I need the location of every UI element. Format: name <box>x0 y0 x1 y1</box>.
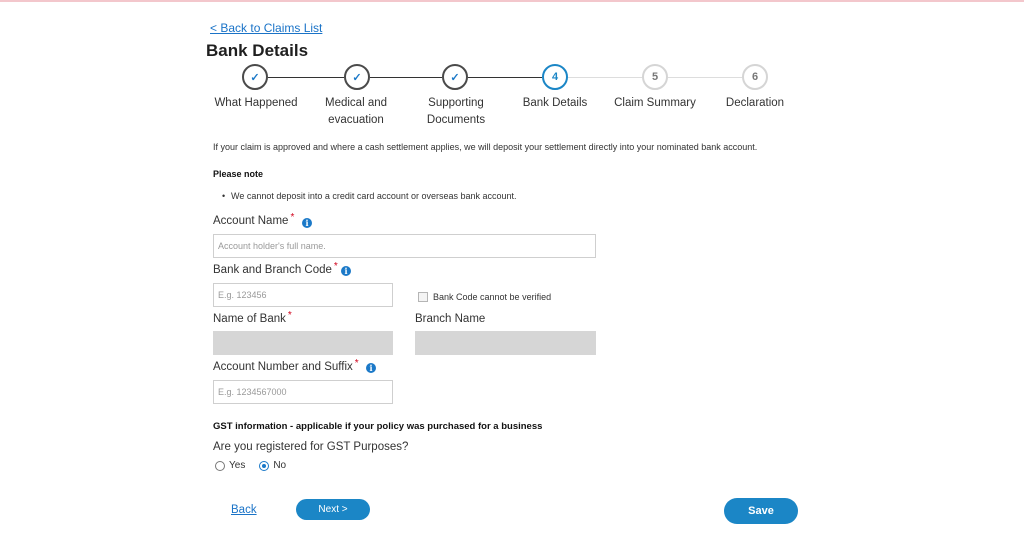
required-marker: * <box>354 358 359 369</box>
back-button[interactable]: Back <box>231 504 257 516</box>
step-1-circle[interactable] <box>242 64 268 90</box>
step-3-circle[interactable] <box>442 64 468 90</box>
step-6-label: Declaration <box>725 97 785 109</box>
next-button[interactable]: Next > <box>296 499 370 520</box>
required-marker: * <box>290 212 295 223</box>
stepper-line <box>268 77 344 78</box>
bank-branch-code-label: Bank and Branch Code * <box>213 261 338 276</box>
gst-no-radio[interactable] <box>259 461 269 471</box>
stepper-line <box>468 77 542 78</box>
gst-no-label[interactable]: No <box>273 460 287 471</box>
required-marker: * <box>287 310 292 321</box>
step-3-label: Supporting Documents <box>426 97 486 126</box>
checkmark-icon: ✓ <box>250 71 260 84</box>
step-4-circle: 4 <box>542 64 568 90</box>
checkmark-icon: ✓ <box>450 71 460 84</box>
step-1-label: What Happened <box>214 97 298 109</box>
save-button[interactable]: Save <box>724 498 798 524</box>
gst-section-title: GST information - applicable if your policy was purchased for a business <box>213 421 543 432</box>
step-4-label: Bank Details <box>522 97 588 109</box>
note-list-item: • We cannot deposit into a credit card account or overseas bank account. <box>231 191 517 201</box>
step-2-circle[interactable] <box>344 64 370 90</box>
stepper-line <box>370 77 442 78</box>
account-number-label: Account Number and Suffix * <box>213 358 359 373</box>
top-accent-bar <box>0 0 1024 2</box>
gst-question: Are you registered for GST Purposes? <box>213 441 409 453</box>
name-of-bank-field <box>213 331 393 355</box>
account-name-input[interactable]: Account holder's full name. <box>213 234 596 258</box>
gst-yes-label[interactable]: Yes <box>229 460 246 471</box>
checkbox[interactable] <box>418 292 428 302</box>
step-6-circle: 6 <box>742 64 768 90</box>
gst-yes-radio[interactable] <box>215 461 225 471</box>
page-title: Bank Details <box>206 41 309 60</box>
branch-name-field <box>415 331 596 355</box>
branch-name-label: Branch Name <box>415 313 486 325</box>
step-5-label: Claim Summary <box>614 97 696 109</box>
progress-stepper <box>0 62 1024 132</box>
back-to-claims-link[interactable]: < Back to Claims List <box>210 21 323 35</box>
account-name-label: Account Name * <box>213 212 295 227</box>
checkmark-icon: ✓ <box>352 71 362 84</box>
intro-text: If your claim is approved and where a cash settlement applies, we will deposit your settlement directly into your nominated bank account. <box>213 142 758 152</box>
info-icon[interactable]: i <box>341 266 351 276</box>
step-2-label: Medical and evacuation <box>324 97 388 126</box>
step-5-circle: 5 <box>642 64 668 90</box>
info-icon[interactable]: i <box>302 218 312 228</box>
info-icon[interactable]: i <box>366 363 376 373</box>
bank-code-unverified-checkbox[interactable]: Bank Code cannot be verified <box>418 292 551 302</box>
stepper-line <box>568 77 642 78</box>
gst-radio-group <box>215 460 300 471</box>
note-title: Please note <box>213 169 264 179</box>
bank-branch-code-input[interactable]: E.g. 123456 <box>213 283 393 307</box>
required-marker: * <box>333 261 338 272</box>
stepper-line <box>668 77 742 78</box>
name-of-bank-label: Name of Bank * <box>213 310 292 325</box>
account-number-input[interactable]: E.g. 1234567000 <box>213 380 393 404</box>
